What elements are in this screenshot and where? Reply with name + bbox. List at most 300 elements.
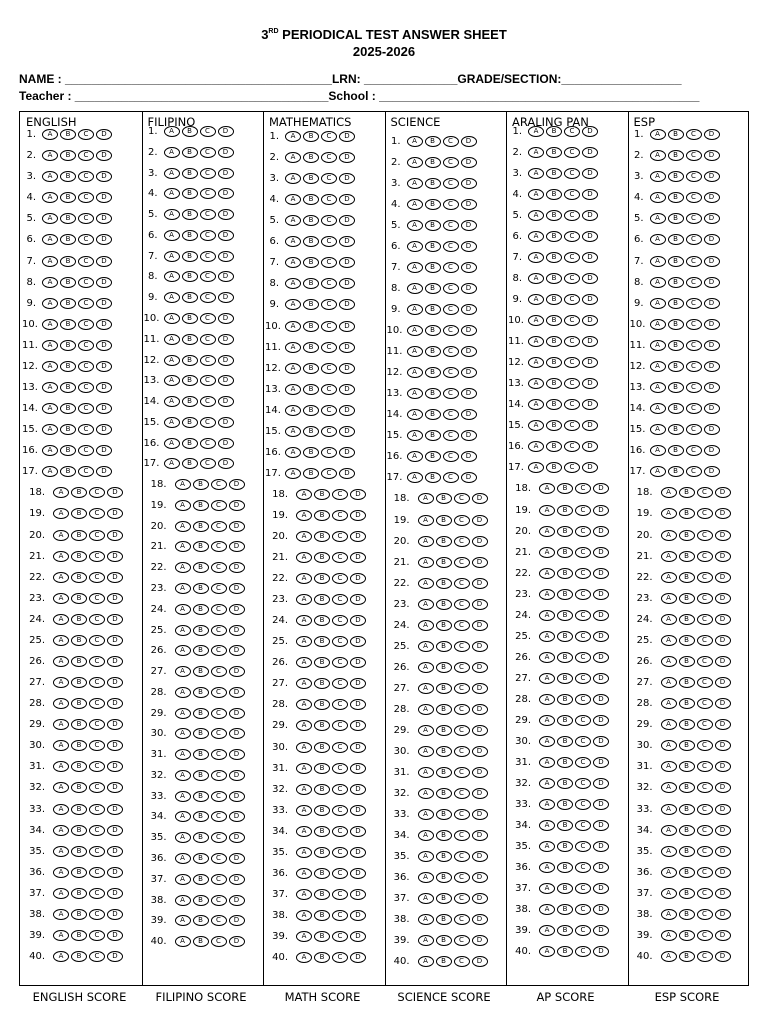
answer-bubble-a[interactable]: A: [407, 451, 423, 462]
answer-bubble-a[interactable]: A: [296, 573, 312, 584]
answer-bubble-a[interactable]: A: [285, 194, 301, 205]
answer-bubble-a[interactable]: A: [418, 956, 434, 967]
answer-bubble-c[interactable]: C: [443, 220, 459, 231]
answer-bubble-c[interactable]: C: [575, 946, 591, 957]
answer-bubble-a[interactable]: A: [539, 483, 555, 494]
answer-bubble-c[interactable]: C: [686, 192, 702, 203]
answer-bubble-a[interactable]: A: [296, 657, 312, 668]
answer-bubble-d[interactable]: D: [461, 178, 477, 189]
answer-bubble-b[interactable]: B: [425, 283, 441, 294]
answer-bubble-b[interactable]: B: [314, 573, 330, 584]
answer-bubble-d[interactable]: D: [107, 698, 123, 709]
answer-bubble-a[interactable]: A: [296, 826, 312, 837]
answer-bubble-b[interactable]: B: [557, 547, 573, 558]
answer-bubble-b[interactable]: B: [679, 951, 695, 962]
answer-bubble-a[interactable]: A: [296, 784, 312, 795]
answer-bubble-c[interactable]: C: [454, 515, 470, 526]
answer-bubble-c[interactable]: C: [211, 479, 227, 490]
answer-bubble-b[interactable]: B: [60, 403, 76, 414]
answer-bubble-b[interactable]: B: [303, 342, 319, 353]
answer-bubble-d[interactable]: D: [339, 342, 355, 353]
answer-bubble-a[interactable]: A: [407, 262, 423, 273]
answer-bubble-b[interactable]: B: [314, 784, 330, 795]
answer-bubble-a[interactable]: A: [661, 635, 677, 646]
answer-bubble-c[interactable]: C: [321, 426, 337, 437]
answer-bubble-d[interactable]: D: [218, 458, 234, 469]
answer-bubble-a[interactable]: A: [53, 761, 69, 772]
answer-bubble-b[interactable]: B: [436, 683, 452, 694]
answer-bubble-b[interactable]: B: [436, 809, 452, 820]
answer-bubble-c[interactable]: C: [564, 441, 580, 452]
answer-bubble-d[interactable]: D: [218, 396, 234, 407]
answer-bubble-d[interactable]: D: [593, 757, 609, 768]
answer-bubble-b[interactable]: B: [71, 782, 87, 793]
answer-bubble-d[interactable]: D: [461, 199, 477, 210]
answer-bubble-a[interactable]: A: [175, 895, 191, 906]
answer-bubble-d[interactable]: D: [715, 825, 731, 836]
answer-bubble-b[interactable]: B: [60, 150, 76, 161]
answer-bubble-c[interactable]: C: [443, 199, 459, 210]
answer-bubble-c[interactable]: C: [78, 445, 94, 456]
answer-bubble-a[interactable]: A: [661, 867, 677, 878]
answer-bubble-d[interactable]: D: [582, 294, 598, 305]
answer-bubble-b[interactable]: B: [193, 645, 209, 656]
answer-bubble-d[interactable]: D: [229, 874, 245, 885]
answer-bubble-b[interactable]: B: [71, 825, 87, 836]
answer-bubble-c[interactable]: C: [200, 209, 216, 220]
answer-bubble-a[interactable]: A: [164, 355, 180, 366]
answer-bubble-d[interactable]: D: [339, 384, 355, 395]
answer-bubble-d[interactable]: D: [593, 820, 609, 831]
answer-bubble-a[interactable]: A: [285, 278, 301, 289]
answer-bubble-b[interactable]: B: [71, 951, 87, 962]
answer-bubble-d[interactable]: D: [461, 409, 477, 420]
answer-bubble-c[interactable]: C: [321, 342, 337, 353]
answer-bubble-d[interactable]: D: [96, 256, 112, 267]
answer-bubble-d[interactable]: D: [96, 150, 112, 161]
answer-bubble-a[interactable]: A: [296, 952, 312, 963]
answer-bubble-d[interactable]: D: [107, 846, 123, 857]
answer-bubble-b[interactable]: B: [546, 420, 562, 431]
answer-bubble-b[interactable]: B: [182, 209, 198, 220]
answer-bubble-a[interactable]: A: [296, 742, 312, 753]
answer-bubble-c[interactable]: C: [78, 129, 94, 140]
answer-bubble-a[interactable]: A: [661, 487, 677, 498]
answer-bubble-c[interactable]: C: [686, 298, 702, 309]
answer-bubble-b[interactable]: B: [557, 526, 573, 537]
answer-bubble-b[interactable]: B: [314, 889, 330, 900]
answer-bubble-c[interactable]: C: [211, 936, 227, 947]
answer-bubble-c[interactable]: C: [454, 830, 470, 841]
answer-bubble-d[interactable]: D: [593, 799, 609, 810]
answer-bubble-c[interactable]: C: [564, 189, 580, 200]
answer-bubble-b[interactable]: B: [193, 521, 209, 532]
answer-bubble-c[interactable]: C: [697, 677, 713, 688]
answer-bubble-d[interactable]: D: [582, 147, 598, 158]
answer-bubble-b[interactable]: B: [436, 872, 452, 883]
answer-bubble-d[interactable]: D: [107, 677, 123, 688]
answer-bubble-c[interactable]: C: [454, 557, 470, 568]
answer-bubble-c[interactable]: C: [454, 851, 470, 862]
answer-bubble-a[interactable]: A: [539, 505, 555, 516]
answer-bubble-d[interactable]: D: [472, 935, 488, 946]
answer-bubble-c[interactable]: C: [200, 230, 216, 241]
answer-bubble-b[interactable]: B: [668, 298, 684, 309]
answer-bubble-c[interactable]: C: [321, 257, 337, 268]
answer-bubble-c[interactable]: C: [697, 698, 713, 709]
answer-bubble-a[interactable]: A: [528, 420, 544, 431]
answer-bubble-c[interactable]: C: [443, 388, 459, 399]
answer-bubble-a[interactable]: A: [53, 909, 69, 920]
answer-bubble-b[interactable]: B: [193, 666, 209, 677]
answer-bubble-b[interactable]: B: [314, 742, 330, 753]
answer-bubble-c[interactable]: C: [697, 804, 713, 815]
answer-bubble-c[interactable]: C: [89, 635, 105, 646]
answer-bubble-b[interactable]: B: [182, 334, 198, 345]
answer-bubble-c[interactable]: C: [200, 355, 216, 366]
answer-bubble-a[interactable]: A: [285, 152, 301, 163]
answer-bubble-b[interactable]: B: [668, 234, 684, 245]
answer-bubble-c[interactable]: C: [321, 236, 337, 247]
answer-bubble-d[interactable]: D: [582, 126, 598, 137]
answer-bubble-c[interactable]: C: [200, 271, 216, 282]
answer-bubble-d[interactable]: D: [339, 236, 355, 247]
answer-bubble-a[interactable]: A: [539, 610, 555, 621]
answer-bubble-c[interactable]: C: [211, 541, 227, 552]
answer-bubble-c[interactable]: C: [211, 604, 227, 615]
answer-bubble-a[interactable]: A: [296, 615, 312, 626]
answer-bubble-b[interactable]: B: [679, 572, 695, 583]
answer-bubble-d[interactable]: D: [704, 213, 720, 224]
answer-bubble-d[interactable]: D: [461, 283, 477, 294]
answer-bubble-d[interactable]: D: [472, 536, 488, 547]
answer-bubble-b[interactable]: B: [71, 867, 87, 878]
answer-bubble-d[interactable]: D: [350, 889, 366, 900]
answer-bubble-b[interactable]: B: [71, 888, 87, 899]
answer-bubble-d[interactable]: D: [593, 862, 609, 873]
answer-bubble-a[interactable]: A: [661, 804, 677, 815]
answer-bubble-a[interactable]: A: [650, 213, 666, 224]
answer-bubble-d[interactable]: D: [593, 673, 609, 684]
answer-bubble-c[interactable]: C: [686, 340, 702, 351]
answer-bubble-d[interactable]: D: [461, 220, 477, 231]
answer-bubble-b[interactable]: B: [557, 483, 573, 494]
answer-bubble-d[interactable]: D: [107, 867, 123, 878]
answer-bubble-b[interactable]: B: [71, 719, 87, 730]
answer-bubble-a[interactable]: A: [528, 189, 544, 200]
answer-bubble-d[interactable]: D: [229, 645, 245, 656]
answer-bubble-d[interactable]: D: [339, 468, 355, 479]
answer-bubble-d[interactable]: D: [339, 278, 355, 289]
answer-bubble-d[interactable]: D: [715, 677, 731, 688]
answer-bubble-d[interactable]: D: [350, 594, 366, 605]
answer-bubble-c[interactable]: C: [697, 888, 713, 899]
answer-bubble-c[interactable]: C: [211, 874, 227, 885]
answer-bubble-a[interactable]: A: [407, 430, 423, 441]
answer-bubble-d[interactable]: D: [704, 403, 720, 414]
answer-bubble-d[interactable]: D: [107, 530, 123, 541]
answer-bubble-c[interactable]: C: [697, 614, 713, 625]
answer-bubble-c[interactable]: C: [332, 531, 348, 542]
answer-bubble-d[interactable]: D: [107, 930, 123, 941]
answer-bubble-b[interactable]: B: [193, 708, 209, 719]
answer-bubble-c[interactable]: C: [575, 673, 591, 684]
answer-bubble-a[interactable]: A: [539, 946, 555, 957]
answer-bubble-a[interactable]: A: [285, 236, 301, 247]
answer-bubble-b[interactable]: B: [314, 594, 330, 605]
answer-bubble-b[interactable]: B: [314, 826, 330, 837]
answer-bubble-a[interactable]: A: [175, 708, 191, 719]
answer-bubble-c[interactable]: C: [454, 725, 470, 736]
answer-bubble-c[interactable]: C: [564, 336, 580, 347]
answer-bubble-a[interactable]: A: [285, 257, 301, 268]
answer-bubble-b[interactable]: B: [557, 862, 573, 873]
answer-bubble-a[interactable]: A: [650, 403, 666, 414]
answer-bubble-d[interactable]: D: [218, 188, 234, 199]
answer-bubble-c[interactable]: C: [564, 462, 580, 473]
answer-bubble-b[interactable]: B: [303, 299, 319, 310]
answer-bubble-a[interactable]: A: [418, 914, 434, 925]
answer-bubble-c[interactable]: C: [454, 935, 470, 946]
answer-bubble-c[interactable]: C: [78, 319, 94, 330]
answer-bubble-d[interactable]: D: [218, 230, 234, 241]
answer-bubble-b[interactable]: B: [314, 720, 330, 731]
answer-bubble-b[interactable]: B: [60, 445, 76, 456]
answer-bubble-b[interactable]: B: [60, 192, 76, 203]
answer-bubble-d[interactable]: D: [350, 720, 366, 731]
answer-bubble-a[interactable]: A: [539, 778, 555, 789]
answer-bubble-b[interactable]: B: [668, 382, 684, 393]
answer-bubble-b[interactable]: B: [557, 946, 573, 957]
answer-bubble-b[interactable]: B: [182, 168, 198, 179]
answer-bubble-d[interactable]: D: [229, 853, 245, 864]
answer-bubble-c[interactable]: C: [89, 804, 105, 815]
answer-bubble-c[interactable]: C: [211, 853, 227, 864]
answer-bubble-d[interactable]: D: [229, 625, 245, 636]
answer-bubble-a[interactable]: A: [296, 552, 312, 563]
answer-bubble-d[interactable]: D: [218, 292, 234, 303]
answer-bubble-c[interactable]: C: [443, 367, 459, 378]
answer-bubble-d[interactable]: D: [472, 557, 488, 568]
answer-bubble-d[interactable]: D: [472, 767, 488, 778]
answer-bubble-b[interactable]: B: [436, 662, 452, 673]
answer-bubble-d[interactable]: D: [229, 895, 245, 906]
answer-bubble-c[interactable]: C: [443, 304, 459, 315]
answer-bubble-d[interactable]: D: [229, 811, 245, 822]
teacher-school-line[interactable]: Teacher : ______________________________________School : ________________________________________________: [19, 89, 700, 103]
answer-bubble-b[interactable]: B: [71, 614, 87, 625]
answer-bubble-d[interactable]: D: [582, 441, 598, 452]
answer-bubble-c[interactable]: C: [454, 767, 470, 778]
answer-bubble-a[interactable]: A: [175, 915, 191, 926]
answer-bubble-b[interactable]: B: [436, 893, 452, 904]
answer-bubble-c[interactable]: C: [454, 536, 470, 547]
answer-bubble-b[interactable]: B: [436, 536, 452, 547]
answer-bubble-a[interactable]: A: [418, 536, 434, 547]
answer-bubble-b[interactable]: B: [303, 405, 319, 416]
answer-bubble-b[interactable]: B: [182, 271, 198, 282]
answer-bubble-d[interactable]: D: [593, 547, 609, 558]
answer-bubble-c[interactable]: C: [89, 677, 105, 688]
answer-bubble-a[interactable]: A: [42, 340, 58, 351]
answer-bubble-a[interactable]: A: [407, 325, 423, 336]
answer-bubble-c[interactable]: C: [321, 447, 337, 458]
answer-bubble-a[interactable]: A: [175, 479, 191, 490]
answer-bubble-b[interactable]: B: [60, 424, 76, 435]
answer-bubble-c[interactable]: C: [211, 500, 227, 511]
answer-bubble-b[interactable]: B: [679, 761, 695, 772]
answer-bubble-b[interactable]: B: [679, 635, 695, 646]
answer-bubble-a[interactable]: A: [53, 951, 69, 962]
answer-bubble-a[interactable]: A: [528, 462, 544, 473]
answer-bubble-b[interactable]: B: [679, 698, 695, 709]
answer-bubble-d[interactable]: D: [461, 472, 477, 483]
answer-bubble-d[interactable]: D: [350, 826, 366, 837]
answer-bubble-c[interactable]: C: [332, 868, 348, 879]
answer-bubble-c[interactable]: C: [575, 589, 591, 600]
answer-bubble-c[interactable]: C: [575, 757, 591, 768]
answer-bubble-c[interactable]: C: [321, 384, 337, 395]
answer-bubble-c[interactable]: C: [575, 820, 591, 831]
answer-bubble-b[interactable]: B: [668, 213, 684, 224]
answer-bubble-d[interactable]: D: [339, 194, 355, 205]
answer-bubble-a[interactable]: A: [528, 336, 544, 347]
answer-bubble-d[interactable]: D: [472, 956, 488, 967]
answer-bubble-b[interactable]: B: [314, 531, 330, 542]
answer-bubble-d[interactable]: D: [229, 500, 245, 511]
answer-bubble-d[interactable]: D: [350, 510, 366, 521]
answer-bubble-d[interactable]: D: [582, 357, 598, 368]
answer-bubble-d[interactable]: D: [461, 430, 477, 441]
answer-bubble-d[interactable]: D: [704, 424, 720, 435]
answer-bubble-c[interactable]: C: [89, 530, 105, 541]
answer-bubble-c[interactable]: C: [89, 593, 105, 604]
answer-bubble-c[interactable]: C: [697, 572, 713, 583]
answer-bubble-c[interactable]: C: [564, 315, 580, 326]
answer-bubble-b[interactable]: B: [679, 846, 695, 857]
answer-bubble-c[interactable]: C: [575, 547, 591, 558]
answer-bubble-c[interactable]: C: [564, 294, 580, 305]
answer-bubble-a[interactable]: A: [164, 375, 180, 386]
answer-bubble-a[interactable]: A: [407, 367, 423, 378]
answer-bubble-c[interactable]: C: [89, 761, 105, 772]
answer-bubble-c[interactable]: C: [443, 178, 459, 189]
answer-bubble-c[interactable]: C: [78, 256, 94, 267]
answer-bubble-b[interactable]: B: [60, 340, 76, 351]
answer-bubble-d[interactable]: D: [715, 698, 731, 709]
answer-bubble-b[interactable]: B: [668, 424, 684, 435]
answer-bubble-d[interactable]: D: [339, 215, 355, 226]
answer-bubble-c[interactable]: C: [686, 150, 702, 161]
answer-bubble-c[interactable]: C: [564, 420, 580, 431]
answer-bubble-c[interactable]: C: [454, 956, 470, 967]
answer-bubble-d[interactable]: D: [229, 832, 245, 843]
answer-bubble-c[interactable]: C: [697, 530, 713, 541]
answer-bubble-a[interactable]: A: [175, 500, 191, 511]
answer-bubble-d[interactable]: D: [229, 666, 245, 677]
answer-bubble-b[interactable]: B: [60, 466, 76, 477]
answer-bubble-c[interactable]: C: [686, 129, 702, 140]
answer-bubble-d[interactable]: D: [96, 361, 112, 372]
answer-bubble-d[interactable]: D: [704, 277, 720, 288]
answer-bubble-d[interactable]: D: [582, 336, 598, 347]
answer-bubble-d[interactable]: D: [350, 636, 366, 647]
answer-bubble-b[interactable]: B: [436, 830, 452, 841]
answer-bubble-a[interactable]: A: [42, 192, 58, 203]
answer-bubble-c[interactable]: C: [575, 526, 591, 537]
answer-bubble-a[interactable]: A: [650, 277, 666, 288]
answer-bubble-d[interactable]: D: [472, 515, 488, 526]
answer-bubble-c[interactable]: C: [686, 256, 702, 267]
answer-bubble-a[interactable]: A: [661, 719, 677, 730]
answer-bubble-d[interactable]: D: [715, 508, 731, 519]
answer-bubble-c[interactable]: C: [697, 782, 713, 793]
answer-bubble-b[interactable]: B: [193, 541, 209, 552]
answer-bubble-d[interactable]: D: [107, 635, 123, 646]
answer-bubble-a[interactable]: A: [164, 230, 180, 241]
answer-bubble-b[interactable]: B: [71, 677, 87, 688]
answer-bubble-d[interactable]: D: [472, 493, 488, 504]
answer-bubble-c[interactable]: C: [332, 489, 348, 500]
answer-bubble-a[interactable]: A: [175, 521, 191, 532]
answer-bubble-c[interactable]: C: [454, 746, 470, 757]
answer-bubble-b[interactable]: B: [314, 510, 330, 521]
answer-bubble-d[interactable]: D: [229, 708, 245, 719]
answer-bubble-d[interactable]: D: [218, 313, 234, 324]
answer-bubble-a[interactable]: A: [53, 698, 69, 709]
answer-bubble-a[interactable]: A: [175, 791, 191, 802]
answer-bubble-c[interactable]: C: [332, 952, 348, 963]
answer-bubble-d[interactable]: D: [582, 189, 598, 200]
answer-bubble-c[interactable]: C: [686, 403, 702, 414]
answer-bubble-a[interactable]: A: [285, 321, 301, 332]
answer-bubble-c[interactable]: C: [89, 951, 105, 962]
answer-bubble-b[interactable]: B: [557, 904, 573, 915]
answer-bubble-a[interactable]: A: [418, 851, 434, 862]
answer-bubble-a[interactable]: A: [418, 662, 434, 673]
answer-bubble-d[interactable]: D: [96, 340, 112, 351]
answer-bubble-c[interactable]: C: [78, 234, 94, 245]
answer-bubble-b[interactable]: B: [679, 677, 695, 688]
answer-bubble-b[interactable]: B: [182, 188, 198, 199]
answer-bubble-c[interactable]: C: [200, 417, 216, 428]
answer-bubble-c[interactable]: C: [78, 213, 94, 224]
answer-bubble-d[interactable]: D: [704, 234, 720, 245]
answer-bubble-c[interactable]: C: [332, 931, 348, 942]
answer-bubble-d[interactable]: D: [715, 656, 731, 667]
answer-bubble-d[interactable]: D: [461, 304, 477, 315]
answer-bubble-c[interactable]: C: [454, 704, 470, 715]
answer-bubble-b[interactable]: B: [60, 171, 76, 182]
answer-bubble-c[interactable]: C: [321, 131, 337, 142]
answer-bubble-d[interactable]: D: [350, 573, 366, 584]
answer-bubble-c[interactable]: C: [89, 740, 105, 751]
answer-bubble-b[interactable]: B: [193, 562, 209, 573]
answer-bubble-b[interactable]: B: [60, 234, 76, 245]
answer-bubble-a[interactable]: A: [650, 340, 666, 351]
answer-bubble-b[interactable]: B: [668, 361, 684, 372]
answer-bubble-b[interactable]: B: [314, 805, 330, 816]
answer-bubble-b[interactable]: B: [436, 620, 452, 631]
answer-bubble-c[interactable]: C: [443, 262, 459, 273]
answer-bubble-a[interactable]: A: [285, 215, 301, 226]
answer-bubble-b[interactable]: B: [679, 530, 695, 541]
answer-bubble-b[interactable]: B: [546, 441, 562, 452]
answer-bubble-b[interactable]: B: [546, 168, 562, 179]
answer-bubble-c[interactable]: C: [200, 334, 216, 345]
answer-bubble-a[interactable]: A: [53, 530, 69, 541]
answer-bubble-d[interactable]: D: [461, 136, 477, 147]
